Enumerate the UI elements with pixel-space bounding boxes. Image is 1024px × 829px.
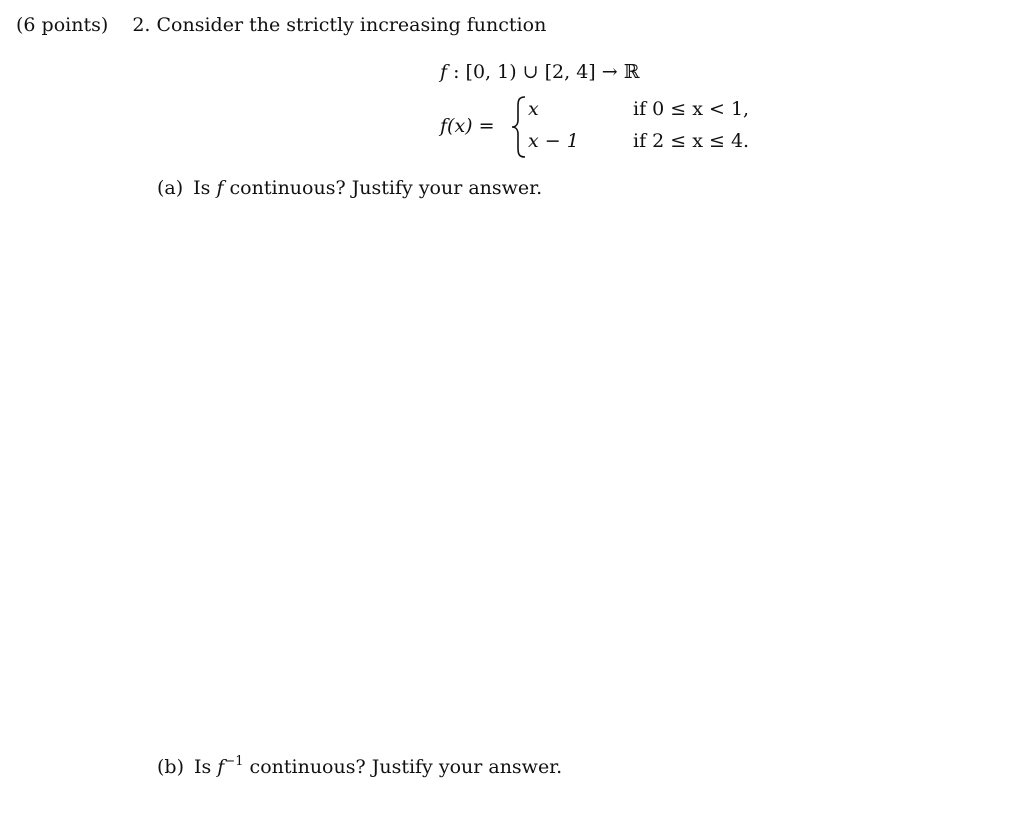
part-b-post: continuous? Justify your answer. <box>243 756 563 778</box>
part-b-superscript: −1 <box>224 754 244 769</box>
part-a-symbol: f <box>216 177 224 199</box>
problem-header <box>16 14 546 36</box>
case-expression: x − 1 <box>528 130 579 152</box>
part-a-pre: Is <box>193 177 217 199</box>
part-b-symbol: f <box>217 756 225 778</box>
part-b-question <box>157 756 562 778</box>
part-a-question <box>157 177 542 199</box>
part-a-post: continuous? Justify your answer. <box>223 177 543 199</box>
function-symbol: f <box>440 61 448 83</box>
case-expression: x <box>528 98 539 120</box>
problem-intro: Consider the strictly increasing function <box>156 14 547 36</box>
points-label: (6 points) <box>16 14 109 36</box>
piecewise-lhs: f(x) = <box>440 115 495 137</box>
left-brace-icon <box>510 96 528 158</box>
case-condition: if 2 ≤ x ≤ 4. <box>633 130 750 152</box>
case-condition: if 0 ≤ x < 1, <box>633 98 750 120</box>
problem-number: 2. <box>132 14 151 36</box>
part-a-label: (a) <box>157 177 184 199</box>
signature-text: : [0, 1) ∪ [2, 4] → ℝ <box>447 61 640 83</box>
piecewise-definition <box>440 98 750 160</box>
part-b-label: (b) <box>157 756 184 778</box>
part-b-pre: Is <box>194 756 218 778</box>
function-signature <box>440 61 639 83</box>
